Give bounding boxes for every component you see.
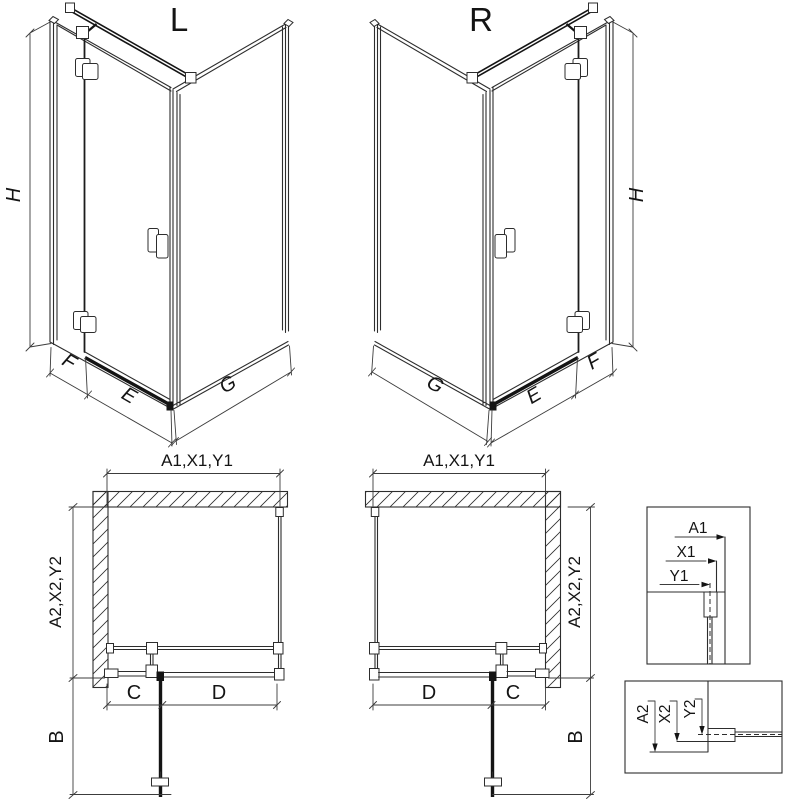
dim-label-x1: X1 [676, 544, 696, 561]
dim-label-g: G [422, 371, 448, 399]
dim-label-a2: A2 [635, 704, 652, 724]
dim-label-a2x2y2: A2,X2,Y2 [565, 556, 584, 628]
plan-left-drawing [46, 451, 288, 799]
iso-right-hinges [565, 59, 590, 333]
dim-label-h: H [3, 187, 25, 203]
dim-label-b: B [46, 730, 68, 744]
plan-right-open-door [485, 681, 502, 797]
dim-label-b: B [565, 730, 587, 744]
dim-label-f: F [58, 349, 80, 375]
plan-left-front-panels [105, 669, 275, 681]
iso-left-door-handle [148, 229, 168, 259]
plan-left-walls [93, 492, 288, 688]
dim-label-h: H [626, 187, 648, 203]
iso-right-drawing [369, 1, 649, 447]
variant-label-left: L [169, 1, 189, 38]
plan-right-front-panels [379, 669, 550, 681]
dim-label-y1: Y1 [669, 568, 689, 585]
iso-right-door-handle [495, 229, 515, 259]
dim-label-a1: A1 [688, 520, 708, 537]
dim-label-g: G [215, 371, 241, 399]
dim-label-c: C [126, 682, 142, 704]
dim-label-f: F [583, 349, 605, 375]
dim-label-d: D [211, 682, 227, 704]
detail-bottom-drawing [625, 681, 782, 773]
dim-label-c: C [505, 682, 521, 704]
dim-label-a1x1y1: A1,X1,Y1 [423, 451, 495, 470]
dim-label-y2: Y2 [682, 699, 699, 719]
dim-label-a2x2y2: A2,X2,Y2 [46, 556, 65, 628]
plan-right-drawing [366, 451, 595, 799]
plan-left-open-door [152, 681, 169, 797]
dim-label-e: E [117, 382, 141, 409]
plan-right-walls [366, 492, 561, 688]
iso-left-drawing [3, 1, 295, 447]
dim-label-e: E [522, 382, 546, 409]
iso-left-hinges [74, 59, 99, 333]
detail-top-drawing [647, 507, 750, 664]
dim-label-x2: X2 [657, 704, 674, 724]
dim-label-a1x1y1: A1,X1,Y1 [161, 451, 233, 470]
variant-label-right: R [469, 1, 493, 38]
dim-label-d: D [421, 682, 437, 704]
